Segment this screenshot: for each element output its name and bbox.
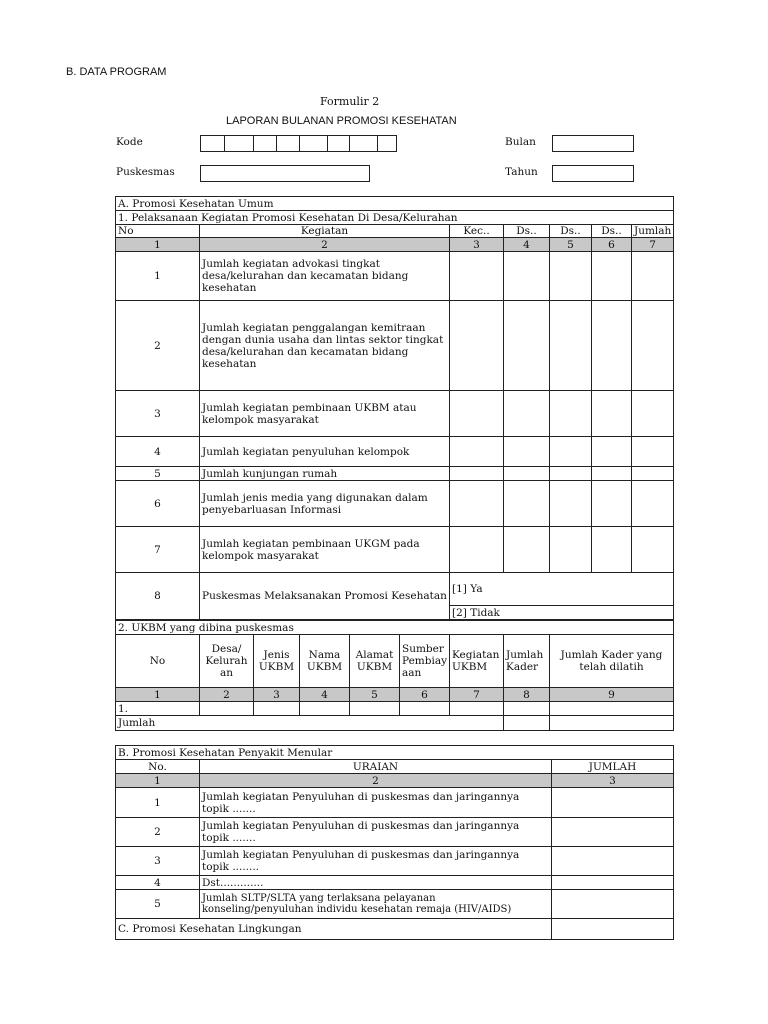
form-title: LAPORAN BULANAN PROMOSI KESEHATAN <box>226 115 457 127</box>
kode-box[interactable] <box>224 135 254 152</box>
header-kec: Kec.. <box>450 225 504 238</box>
cell[interactable] <box>632 467 674 481</box>
kode-box[interactable] <box>276 135 300 152</box>
cell[interactable] <box>504 716 550 731</box>
cell[interactable] <box>550 716 674 731</box>
section-title: B. DATA PROGRAM <box>66 66 167 78</box>
cell[interactable] <box>450 301 504 391</box>
kode-box[interactable] <box>253 135 277 152</box>
kode-box[interactable] <box>200 135 225 152</box>
col-number: 3 <box>254 688 300 702</box>
part-b-title: B. Promosi Kesehatan Penyakit Menular <box>116 746 674 760</box>
cell[interactable] <box>632 527 674 573</box>
table-row <box>116 527 674 573</box>
cell[interactable] <box>632 437 674 467</box>
row-text: Jumlah kegiatan advokasi tingkat desa/kelurahan dan kecamatan bidang kesehatan <box>200 252 450 301</box>
bulan-input[interactable] <box>552 135 634 152</box>
cell[interactable] <box>552 818 674 847</box>
cell[interactable] <box>550 391 592 437</box>
cell[interactable] <box>550 252 592 301</box>
ukbm-header: Jenis UKBM <box>254 635 300 688</box>
ukbm-header: Sumber Pembiay aan <box>400 635 450 688</box>
table-row <box>116 391 674 437</box>
cell[interactable] <box>450 252 504 301</box>
row-text: Dst............. <box>200 876 552 890</box>
cell[interactable] <box>552 890 674 919</box>
table-row <box>116 847 674 876</box>
cell[interactable] <box>504 467 550 481</box>
col-number: 3 <box>552 774 674 788</box>
row-no: 8 <box>116 573 200 620</box>
form-number: Formulir 2 <box>320 95 380 108</box>
table-row <box>116 437 674 467</box>
cell[interactable] <box>632 252 674 301</box>
row-no: 5 <box>116 467 200 481</box>
kode-input-boxes[interactable] <box>200 135 397 152</box>
col-number: 4 <box>504 238 550 252</box>
cell[interactable] <box>450 702 504 716</box>
cell[interactable] <box>504 481 550 527</box>
col-number: 2 <box>200 238 450 252</box>
col-number: 2 <box>200 688 254 702</box>
row-text: Jumlah kunjungan rumah <box>200 467 450 481</box>
header-ds: Ds.. <box>550 225 592 238</box>
kode-box[interactable] <box>349 135 378 152</box>
cell[interactable] <box>504 301 550 391</box>
cell[interactable] <box>504 527 550 573</box>
cell[interactable] <box>504 391 550 437</box>
cell[interactable] <box>550 437 592 467</box>
cell[interactable] <box>400 702 450 716</box>
row-text: Jumlah jenis media yang digunakan dalam penyebarluasan Informasi <box>200 481 450 527</box>
row-text: Puskesmas Melaksanakan Promosi Kesehatan <box>200 573 450 620</box>
row-no: 4 <box>116 876 200 890</box>
cell[interactable] <box>504 252 550 301</box>
row-text: Jumlah kegiatan Penyuluhan di puskesmas dan jaringannya topik ....... <box>200 788 552 818</box>
table-row <box>116 301 674 391</box>
row-text: Jumlah SLTP/SLTA yang terlaksana pelayanan konseling/penyuluhan individu kesehatan remaja (HIV/AIDS) <box>200 890 552 919</box>
col-number: 1 <box>116 238 200 252</box>
header-kegiatan: Kegiatan <box>200 225 450 238</box>
cell[interactable] <box>504 437 550 467</box>
row-no: 4 <box>116 437 200 467</box>
part-b-table <box>115 745 674 940</box>
puskesmas-label: Puskesmas <box>116 166 175 178</box>
row-no: 3 <box>116 847 200 876</box>
cell[interactable] <box>450 467 504 481</box>
cell[interactable] <box>504 702 550 716</box>
kode-box[interactable] <box>327 135 350 152</box>
cell[interactable] <box>300 702 350 716</box>
col-number: 6 <box>400 688 450 702</box>
tahun-input[interactable] <box>552 165 634 182</box>
cell[interactable] <box>552 919 674 940</box>
cell[interactable] <box>632 481 674 527</box>
cell[interactable] <box>552 876 674 890</box>
header-ds: Ds.. <box>504 225 550 238</box>
col-number: 9 <box>550 688 674 702</box>
row-no: 1. <box>116 702 200 716</box>
row-no: 2 <box>116 301 200 391</box>
option-tidak[interactable]: [2] Tidak <box>450 606 674 620</box>
col-number: 4 <box>300 688 350 702</box>
cell[interactable] <box>592 467 632 481</box>
table-row <box>116 876 674 890</box>
kode-box[interactable] <box>299 135 328 152</box>
table-row <box>116 788 674 818</box>
cell[interactable] <box>632 301 674 391</box>
cell[interactable] <box>550 481 592 527</box>
col-number: 7 <box>450 688 504 702</box>
header-ds: Ds.. <box>592 225 632 238</box>
option-ya[interactable]: [1] Ya <box>450 573 674 606</box>
col-number: 7 <box>632 238 674 252</box>
part-a-sub2: 2. UKBM yang dibina puskesmas <box>116 621 674 635</box>
cell[interactable] <box>200 702 254 716</box>
row-no: 7 <box>116 527 200 573</box>
cell[interactable] <box>592 252 632 301</box>
cell[interactable] <box>450 481 504 527</box>
table-row <box>116 467 674 481</box>
row-no: 2 <box>116 818 200 847</box>
table-row <box>116 702 674 716</box>
ukbm-header: Kegiatan UKBM <box>450 635 504 688</box>
cell[interactable] <box>592 481 632 527</box>
cell[interactable] <box>592 437 632 467</box>
jumlah-row <box>116 716 674 731</box>
col-number: 5 <box>350 688 400 702</box>
col-number: 1 <box>116 774 200 788</box>
kode-box[interactable] <box>377 135 397 152</box>
part-c-title: C. Promosi Kesehatan Lingkungan <box>116 919 552 940</box>
col-number: 8 <box>504 688 550 702</box>
ukbm-header: Jumlah Kader <box>504 635 550 688</box>
cell[interactable] <box>450 391 504 437</box>
header-jumlah: JUMLAH <box>552 760 674 774</box>
cell[interactable] <box>552 847 674 876</box>
header-no: No. <box>116 760 200 774</box>
cell[interactable] <box>592 301 632 391</box>
jumlah-label: Jumlah <box>116 716 504 731</box>
col-number: 2 <box>200 774 552 788</box>
kode-label: Kode <box>116 136 143 148</box>
row-text: Jumlah kegiatan pembinaan UKGM pada kelompok masyarakat <box>200 527 450 573</box>
ukbm-table <box>115 620 674 731</box>
table-row <box>116 252 674 301</box>
puskesmas-input[interactable] <box>200 165 370 182</box>
row-text: Jumlah kegiatan Penyuluhan di puskesmas dan jaringannya topik ........ <box>200 847 552 876</box>
row-text: Jumlah kegiatan penggalangan kemitraan dengan dunia usaha dan lintas sektor tingkat desa/kelurahan dan kecamatan bidang kesehatan <box>200 301 450 391</box>
tahun-label: Tahun <box>505 166 538 178</box>
row-no: 1 <box>116 788 200 818</box>
cell[interactable] <box>450 437 504 467</box>
ukbm-header: Alamat UKBM <box>350 635 400 688</box>
table-row <box>116 818 674 847</box>
cell[interactable] <box>350 702 400 716</box>
col-number: 3 <box>450 238 504 252</box>
header-jumlah: Jumlah <box>632 225 674 238</box>
ukbm-header: Nama UKBM <box>300 635 350 688</box>
part-a-table <box>115 196 674 620</box>
cell[interactable] <box>550 527 592 573</box>
col-number: 1 <box>116 688 200 702</box>
col-number: 5 <box>550 238 592 252</box>
col-number: 6 <box>592 238 632 252</box>
row-no: 6 <box>116 481 200 527</box>
ukbm-header: Jumlah Kader yang telah dilatih <box>550 635 674 688</box>
ukbm-header: Desa/ Kelurah an <box>200 635 254 688</box>
cell[interactable] <box>550 702 674 716</box>
cell[interactable] <box>254 702 300 716</box>
ukbm-header: No <box>116 635 200 688</box>
row-no: 1 <box>116 252 200 301</box>
row-text: Jumlah kegiatan pembinaan UKBM atau kelompok masyarakat <box>200 391 450 437</box>
header-no: No <box>116 225 200 238</box>
row-text: Jumlah kegiatan penyuluhan kelompok <box>200 437 450 467</box>
part-a-title: A. Promosi Kesehatan Umum <box>116 197 674 211</box>
cell[interactable] <box>552 788 674 818</box>
row-text: Jumlah kegiatan Penyuluhan di puskesmas dan jaringannya topik ....... <box>200 818 552 847</box>
header-uraian: URAIAN <box>200 760 552 774</box>
cell[interactable] <box>550 467 592 481</box>
row-no: 5 <box>116 890 200 919</box>
cell[interactable] <box>450 527 504 573</box>
cell[interactable] <box>592 527 632 573</box>
bulan-label: Bulan <box>505 136 536 148</box>
cell[interactable] <box>632 391 674 437</box>
cell[interactable] <box>592 391 632 437</box>
part-a-sub1: 1. Pelaksanaan Kegiatan Promosi Kesehatan Di Desa/Kelurahan <box>116 211 674 225</box>
table-row <box>116 481 674 527</box>
table-row <box>116 890 674 919</box>
cell[interactable] <box>550 301 592 391</box>
row-no: 3 <box>116 391 200 437</box>
